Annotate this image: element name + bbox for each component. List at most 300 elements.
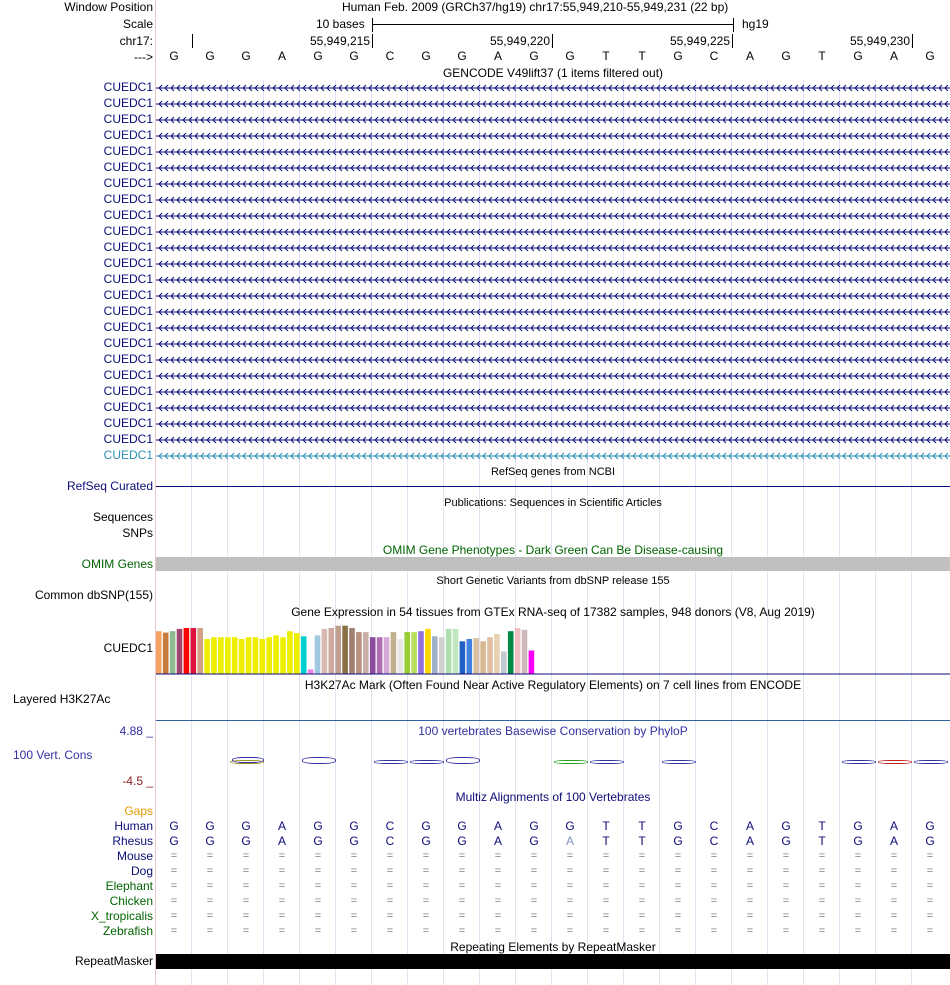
species-label[interactable]: Zebrafish [102, 924, 153, 938]
gap-mark: = [602, 925, 610, 937]
gencode-transcript[interactable] [156, 401, 950, 415]
vert-cons-label[interactable]: 100 Vert. Cons [13, 748, 93, 762]
gtex-gene-label[interactable]: CUEDC1 [103, 641, 153, 655]
dna-base: T [638, 49, 646, 63]
gap-mark: = [422, 850, 430, 862]
gap-mark: = [566, 850, 574, 862]
gap-mark: = [566, 895, 574, 907]
gap-mark: = [242, 895, 250, 907]
gtex-tissue-bar [184, 628, 190, 674]
gtex-tissue-bar [473, 638, 479, 674]
gap-mark: = [386, 895, 394, 907]
species-label[interactable]: Elephant [105, 879, 153, 893]
gtex-tissue-bar [384, 637, 390, 674]
gtex-tissue-bar [460, 641, 466, 674]
gap-mark: = [746, 925, 754, 937]
gap-mark: = [422, 910, 430, 922]
species-label[interactable]: X_tropicalis [90, 909, 153, 923]
gencode-transcript-label[interactable]: CUEDC1 [103, 400, 153, 414]
gap-mark: = [926, 895, 934, 907]
rhesus-base: G [421, 834, 431, 848]
gap-mark: = [458, 925, 466, 937]
dna-base: G [781, 49, 791, 63]
gap-mark: = [386, 850, 394, 862]
gap-mark: = [782, 925, 790, 937]
gtex-tissue-bar [315, 635, 321, 674]
gencode-transcript-label[interactable]: CUEDC1 [103, 80, 153, 94]
human-base: G [853, 819, 863, 833]
gtex-tissue-bar [266, 637, 272, 674]
layered-h3k27ac-label[interactable]: Layered H3K27Ac [13, 692, 111, 706]
species-label[interactable]: Chicken [109, 894, 153, 908]
gencode-transcript[interactable] [156, 241, 950, 255]
gaps-label: Gaps [124, 804, 153, 818]
gencode-transcript-label[interactable]: CUEDC1 [103, 256, 153, 270]
gap-mark: = [278, 895, 286, 907]
gap-mark: = [314, 865, 322, 877]
gencode-transcript[interactable] [156, 145, 950, 159]
dna-base: A [493, 49, 502, 63]
dna-sequence [156, 49, 950, 65]
gap-mark: = [854, 880, 862, 892]
gencode-transcript-label[interactable]: CUEDC1 [103, 96, 153, 110]
gap-mark: = [926, 925, 934, 937]
gencode-transcript-label[interactable]: CUEDC1 [103, 416, 153, 430]
gtex-tissue-bar [418, 631, 424, 674]
gap-mark: = [746, 910, 754, 922]
gtex-tissue-bar [370, 637, 376, 674]
dna-base: G [349, 49, 359, 63]
human-base: T [602, 819, 610, 833]
rmsk-track-title[interactable]: Repeating Elements by RepeatMasker [450, 940, 656, 954]
dna-base: G [925, 49, 935, 63]
gap-mark: = [818, 910, 826, 922]
gap-mark: = [530, 865, 538, 877]
rhesus-base: G [205, 834, 215, 848]
gencode-transcript-label[interactable]: CUEDC1 [103, 192, 153, 206]
gtex-tissue-bar [232, 637, 238, 674]
gap-mark: = [638, 880, 646, 892]
gtex-tissue-bar [404, 632, 410, 674]
gtex-tissue-bar [508, 631, 514, 674]
gencode-transcript-label[interactable]: CUEDC1 [103, 336, 153, 350]
gtex-tissue-bar [329, 628, 335, 674]
rhesus-base: G [853, 834, 863, 848]
gap-mark: = [242, 880, 250, 892]
gtex-tissue-bar [335, 626, 341, 674]
gap-mark: = [530, 895, 538, 907]
gtex-tissue-bar [494, 634, 500, 674]
gap-mark: = [494, 865, 502, 877]
gap-mark: = [710, 865, 718, 877]
gap-mark: = [566, 910, 574, 922]
rhesus-base: G [925, 834, 935, 848]
rhesus-base: A [745, 834, 754, 848]
gencode-transcript-label[interactable]: CUEDC1 [103, 128, 153, 142]
human-base: C [385, 819, 395, 833]
gap-mark: = [854, 925, 862, 937]
gap-mark: = [602, 910, 610, 922]
dbsnp-track-title[interactable]: Short Genetic Variants from dbSNP release 155 [436, 575, 670, 587]
gencode-transcript-label[interactable]: CUEDC1 [103, 208, 153, 222]
gencode-transcript-label[interactable]: CUEDC1 [103, 144, 153, 158]
gap-mark: = [494, 925, 502, 937]
gtex-tissue-bar [467, 639, 473, 674]
gap-mark: = [818, 880, 826, 892]
refseq-track-title[interactable]: RefSeq genes from NCBI [490, 466, 616, 478]
gtex-tissue-bar [515, 628, 521, 674]
gap-mark: = [386, 865, 394, 877]
gtex-bar-chart[interactable] [156, 620, 950, 676]
gencode-transcript-label[interactable]: CUEDC1 [103, 176, 153, 190]
gencode-transcript-label[interactable]: CUEDC1 [103, 320, 153, 334]
sequences-label[interactable]: Sequences [92, 510, 153, 524]
phylop-track-title[interactable]: 100 vertebrates Basewise Conservation by PhyloP [418, 724, 688, 738]
phylop-mark [446, 757, 480, 764]
rmsk-element-bar[interactable] [156, 954, 950, 969]
gtex-tissue-bar [391, 632, 397, 674]
gap-mark: = [890, 880, 898, 892]
common-dbsnp-label[interactable]: Common dbSNP(155) [34, 588, 153, 602]
gap-mark: = [530, 850, 538, 862]
gap-mark: = [854, 895, 862, 907]
gap-mark: = [566, 925, 574, 937]
rhesus-base: A [565, 834, 574, 848]
gap-mark: = [782, 880, 790, 892]
gap-mark: = [530, 925, 538, 937]
h3k27ac-baseline [156, 720, 950, 721]
rhesus-base: A [277, 834, 286, 848]
human-base: G [529, 819, 539, 833]
gencode-transcript-label[interactable]: CUEDC1 [103, 368, 153, 382]
gap-mark: = [890, 850, 898, 862]
gencode-transcript-label[interactable]: CUEDC1 [103, 224, 153, 238]
gtex-tissue-bar [301, 636, 307, 674]
gencode-transcript-label[interactable]: CUEDC1 [103, 432, 153, 446]
gap-mark: = [458, 880, 466, 892]
gap-mark: = [206, 895, 214, 907]
gencode-transcript-label[interactable]: CUEDC1 [103, 384, 153, 398]
gencode-transcript[interactable] [156, 305, 950, 319]
h3k27ac-track-title[interactable]: H3K27Ac Mark (Often Found Near Active Regulatory Elements) on 7 cell lines from ENCODE [304, 678, 802, 692]
rhesus-base: C [385, 834, 395, 848]
gap-mark: = [494, 850, 502, 862]
gap-mark: = [710, 880, 718, 892]
gtex-tissue-bar [529, 651, 535, 675]
gencode-transcript[interactable] [156, 113, 950, 127]
human-base: T [818, 819, 826, 833]
gap-mark: = [314, 925, 322, 937]
gap-mark: = [602, 850, 610, 862]
dna-base: G [241, 49, 251, 63]
gtex-tissue-bar [356, 632, 362, 674]
human-base: T [638, 819, 646, 833]
gencode-transcript[interactable] [156, 385, 950, 399]
gencode-transcript[interactable] [156, 289, 950, 303]
dna-base: G [529, 49, 539, 63]
gencode-transcript[interactable] [156, 257, 950, 271]
phylop-mark [554, 760, 588, 764]
gencode-transcript-label[interactable]: CUEDC1 [103, 304, 153, 318]
gap-mark: = [710, 925, 718, 937]
gtex-tissue-bar [218, 637, 224, 674]
gencode-transcript-label[interactable]: CUEDC1 [103, 272, 153, 286]
gap-mark: = [638, 925, 646, 937]
species-label[interactable]: Mouse [116, 849, 153, 863]
gencode-track-title[interactable]: GENCODE V49lift37 (1 items filtered out) [442, 66, 664, 80]
chrom-label: chr17: [119, 34, 153, 48]
omim-track-title[interactable]: OMIM Gene Phenotypes - Dark Green Can Be Disease-causing [382, 543, 724, 557]
gap-mark: = [854, 865, 862, 877]
gap-mark: = [350, 895, 358, 907]
gencode-transcript[interactable] [156, 433, 950, 447]
rhesus-base: A [493, 834, 502, 848]
gtex-tissue-bar [322, 629, 328, 674]
gtex-tissue-bar [377, 637, 383, 674]
gap-mark: = [926, 880, 934, 892]
gap-mark: = [674, 850, 682, 862]
gtex-tissue-bar [398, 639, 404, 674]
gap-mark: = [242, 850, 250, 862]
gencode-transcript-label[interactable]: CUEDC1 [103, 448, 153, 462]
human-base: G [349, 819, 359, 833]
gap-mark: = [710, 895, 718, 907]
gap-mark: = [278, 925, 286, 937]
rhesus-base: G [781, 834, 791, 848]
position-text: Human Feb. 2009 (GRCh37/hg19) chr17:55,949,210-55,949,231 (22 bp) [342, 0, 729, 14]
gap-mark: = [638, 850, 646, 862]
gtex-tissue-bar [342, 626, 348, 674]
gap-mark: = [674, 910, 682, 922]
phylop-mark [590, 760, 624, 764]
gap-mark: = [422, 895, 430, 907]
rhesus-base: G [313, 834, 323, 848]
gap-mark: = [170, 880, 178, 892]
gap-mark: = [782, 850, 790, 862]
refseq-label[interactable]: RefSeq Curated [66, 479, 153, 493]
gap-mark: = [494, 910, 502, 922]
gtex-tissue-bar [453, 629, 459, 674]
human-base: G [421, 819, 431, 833]
multiz-track-title[interactable]: Multiz Alignments of 100 Vertebrates [455, 790, 651, 804]
gap-mark: = [638, 865, 646, 877]
scale-label: Scale [122, 17, 153, 31]
rhesus-base: G [673, 834, 683, 848]
gencode-transcript[interactable] [156, 321, 950, 335]
gtex-tissue-bar [446, 629, 452, 674]
gap-mark: = [890, 925, 898, 937]
gap-mark: = [746, 880, 754, 892]
gap-mark: = [314, 880, 322, 892]
gap-mark: = [818, 850, 826, 862]
gtex-tissue-bar [432, 636, 438, 674]
snps-label[interactable]: SNPs [122, 526, 153, 540]
dna-base: T [818, 49, 826, 63]
species-label[interactable]: Human [114, 819, 153, 833]
gap-mark: = [206, 850, 214, 862]
phylop-logo[interactable] [156, 752, 950, 772]
gtex-tissue-bar [246, 637, 252, 674]
gtex-tissue-bar [439, 637, 445, 674]
gap-mark: = [602, 895, 610, 907]
human-base: G [781, 819, 791, 833]
scale-bar [372, 18, 734, 32]
gtex-tissue-bar [501, 652, 507, 675]
gencode-transcript[interactable] [156, 209, 950, 223]
gap-mark: = [674, 895, 682, 907]
gap-mark: = [278, 910, 286, 922]
dna-base: G [313, 49, 323, 63]
rhesus-base: C [709, 834, 719, 848]
gap-mark: = [386, 925, 394, 937]
gtex-tissue-bar [522, 630, 528, 674]
gtex-tissue-bar [273, 635, 279, 674]
gtex-tissue-bar [170, 631, 176, 674]
dna-base: T [602, 49, 610, 63]
gap-mark: = [674, 880, 682, 892]
omim-label[interactable]: OMIM Genes [81, 557, 153, 571]
gap-mark: = [494, 880, 502, 892]
gap-mark: = [386, 910, 394, 922]
ruler-tick [192, 34, 193, 48]
gencode-transcript[interactable] [156, 449, 950, 463]
omim-gene-bar[interactable] [156, 557, 950, 571]
gtex-tissue-bar [156, 631, 162, 674]
gtex-tissue-bar [487, 637, 493, 674]
gap-mark: = [746, 865, 754, 877]
gap-mark: = [674, 925, 682, 937]
gencode-transcript[interactable] [156, 337, 950, 351]
dna-base: G [205, 49, 215, 63]
ruler-tick [372, 34, 373, 48]
dna-base: G [853, 49, 863, 63]
gencode-transcript-label[interactable]: CUEDC1 [103, 160, 153, 174]
gap-mark: = [170, 910, 178, 922]
gtex-tissue-bar [294, 633, 300, 674]
gap-mark: = [602, 880, 610, 892]
gap-mark: = [782, 865, 790, 877]
gencode-transcript[interactable] [156, 353, 950, 367]
gencode-transcript[interactable] [156, 369, 950, 383]
dna-base: G [565, 49, 575, 63]
ruler-tick [552, 34, 553, 48]
gap-mark: = [206, 880, 214, 892]
rhesus-base: G [241, 834, 251, 848]
gap-mark: = [278, 880, 286, 892]
phylop-mark [842, 760, 876, 764]
assembly-label: hg19 [742, 17, 769, 31]
gap-mark: = [854, 910, 862, 922]
dna-base: A [745, 49, 754, 63]
gap-mark: = [206, 925, 214, 937]
dna-base: C [385, 49, 395, 63]
gencode-transcript[interactable] [156, 97, 950, 111]
gap-mark: = [926, 910, 934, 922]
gencode-transcript-label[interactable]: CUEDC1 [103, 112, 153, 126]
gencode-transcript[interactable] [156, 417, 950, 431]
rhesus-base: G [457, 834, 467, 848]
gap-mark: = [494, 895, 502, 907]
refseq-gene-line[interactable] [156, 486, 950, 487]
gap-mark: = [746, 895, 754, 907]
gap-mark: = [278, 850, 286, 862]
human-base: A [493, 819, 502, 833]
phylop-min-label: -4.5 _ [122, 774, 153, 788]
gencode-transcript[interactable] [156, 81, 950, 95]
gencode-transcript-label[interactable]: CUEDC1 [103, 240, 153, 254]
phylop-mark [410, 760, 444, 764]
gencode-transcript[interactable] [156, 129, 950, 143]
gencode-transcript[interactable] [156, 225, 950, 239]
species-label[interactable]: Rhesus [112, 834, 153, 848]
gap-mark: = [926, 850, 934, 862]
gap-mark: = [314, 850, 322, 862]
gtex-tissue-bar [191, 628, 197, 674]
rhesus-base: T [638, 834, 646, 848]
phylop-mark [662, 760, 696, 764]
gap-mark: = [890, 895, 898, 907]
gencode-transcript[interactable] [156, 161, 950, 175]
gap-mark: = [386, 880, 394, 892]
ruler-coordinate: 55,949,230 [849, 34, 910, 48]
gencode-transcript-label[interactable]: CUEDC1 [103, 352, 153, 366]
ruler-coordinate: 55,949,215 [309, 34, 370, 48]
gencode-transcript-label[interactable]: CUEDC1 [103, 288, 153, 302]
rmsk-label[interactable]: RepeatMasker [74, 954, 153, 968]
gencode-transcript[interactable] [156, 177, 950, 191]
gap-mark: = [458, 850, 466, 862]
rhesus-base: G [349, 834, 359, 848]
gap-mark: = [350, 910, 358, 922]
gtex-tissue-bar [287, 631, 293, 674]
rhesus-base: T [602, 834, 610, 848]
gap-mark: = [206, 910, 214, 922]
species-label[interactable]: Dog [130, 864, 153, 878]
gap-mark: = [674, 865, 682, 877]
gap-mark: = [458, 895, 466, 907]
human-base: A [745, 819, 754, 833]
gtex-tissue-bar [480, 641, 486, 674]
rhesus-base: G [529, 834, 539, 848]
human-base: A [277, 819, 286, 833]
dna-base: A [889, 49, 898, 63]
gtex-tissue-bar [349, 628, 355, 674]
gap-mark: = [458, 865, 466, 877]
gap-mark: = [854, 850, 862, 862]
phylop-mark [302, 757, 336, 764]
gtex-track-title[interactable]: Gene Expression in 54 tissues from GTEx RNA-seq of 17382 samples, 948 donors (V8, Aug 2019) [291, 605, 815, 619]
gtex-tissue-bar [425, 629, 431, 674]
gap-mark: = [818, 895, 826, 907]
gap-mark: = [350, 880, 358, 892]
phylop-mark [232, 757, 264, 763]
human-base: G [565, 819, 575, 833]
gtex-tissue-bar [204, 639, 210, 674]
gtex-tissue-bar [280, 637, 286, 674]
gencode-transcript[interactable] [156, 193, 950, 207]
gtex-tissue-bar [163, 633, 169, 674]
gencode-transcript[interactable] [156, 273, 950, 287]
gap-mark: = [314, 895, 322, 907]
gtex-tissue-bar [308, 669, 314, 674]
rhesus-base: A [889, 834, 898, 848]
human-base: G [205, 819, 215, 833]
gtex-tissue-bar [253, 637, 259, 674]
pubs-track-title[interactable]: Publications: Sequences in Scientific Articles [444, 497, 662, 509]
gap-mark: = [242, 925, 250, 937]
gtex-tissue-bar [260, 639, 266, 674]
gap-mark: = [530, 910, 538, 922]
